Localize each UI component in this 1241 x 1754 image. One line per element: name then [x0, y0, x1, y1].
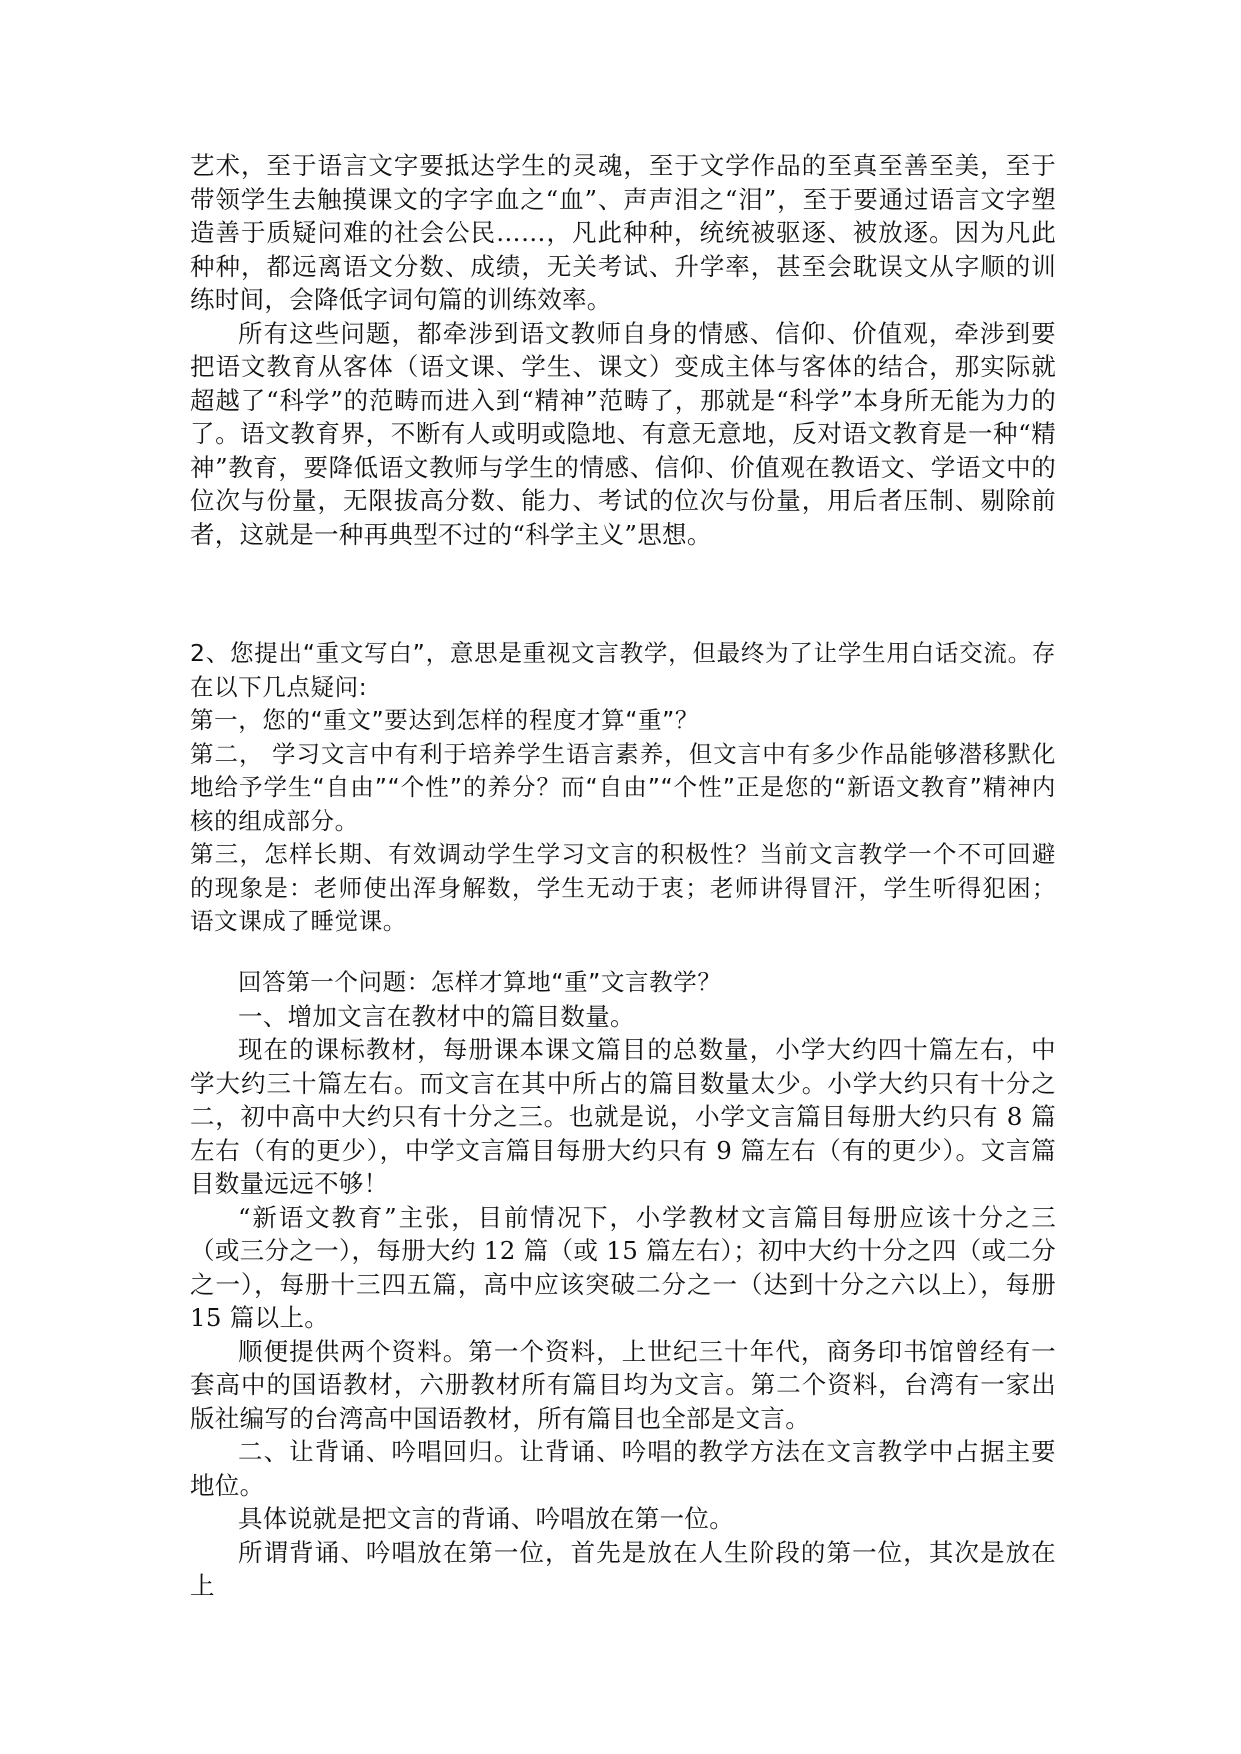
question-point-3: 第三，怎样长期、有效调动学生学习文言的积极性？当前文言教学一个不可回避的现象是：老师使出浑身解数，学生无动于衷；老师讲得冒汗，学生听得犯困；语文课成了睡觉课。 — [190, 840, 1056, 935]
answer-subheading-2: 二、让背诵、吟唱回归。让背诵、吟唱的教学方法在文言教学中占据主要地位。 — [190, 1437, 1056, 1500]
question-point-1: 第一，您的“重文”要达到怎样的程度才算“重”？ — [190, 706, 699, 734]
question-section — [190, 637, 1056, 939]
body-paragraph: 顺便提供两个资料。第一个资料，上世纪三十年代，商务印书馆曾经有一套高中的国语教材，六册教材所有篇目均为文言。第二个资料，台湾有一家出版社编写的台湾高中国语教材，所有篇目也全部是文言。 — [190, 1336, 1056, 1433]
answer-subheading-1: 一、增加文言在教材中的篇目数量。 — [238, 1001, 635, 1031]
continued-section — [190, 149, 1056, 551]
answer-heading: 回答第一个问题：怎样才算地“重”文言教学？ — [238, 968, 722, 996]
answer-section — [190, 966, 1056, 1603]
question-point-2: 第二， 学习文言中有利于培养学生语言素养，但文言中有多少作品能够潜移默化地给予学生“自由”“个性”的养分？而“自由”“个性”正是您的“新语文教育”精神内核的组成部分。 — [190, 739, 1056, 835]
body-paragraph: 现在的课标教材，每册课本课文篇目的总数量，小学大约四十篇左右，中学大约三十篇左右。而文言在其中所占的篇目数量太少。小学大约只有十分之二，初中高中大约只有十分之三。也就是说，小学文言篇目每册大约只有 8 篇左右（有的更少），中学文言篇目每册大约只有 9 篇左右（有的更少）。文言篇目数量远远不够！ — [190, 1035, 1056, 1198]
body-paragraph: 所谓背诵、吟唱放在第一位，首先是放在人生阶段的第一位，其次是放在上 — [190, 1537, 1056, 1600]
body-paragraph: “新语文教育”主张，目前情况下，小学教材文言篇目每册应该十分之三（或三分之一），每册大约 12 篇（或 15 篇左右）；初中大约十分之四（或二分之一），每册十三四五篇，高中应该突破二分之一（达到十分之六以上），每册 15 篇以上。 — [190, 1202, 1056, 1332]
body-paragraph: 所有这些问题，都牵涉到语文教师自身的情感、信仰、价值观，牵涉到要把语文教育从客体（语文课、学生、课文）变成主体与客体的结合，那实际就超越了“科学”的范畴而进入到“精神”范畴了，那就是“科学”本身所无能为力的了。语文教育界，不断有人或明或隐地、有意无意地，反对语文教育是一种“精神”教育，要降低语文教师与学生的情感、信仰、价值观在教语文、学语文中的位次与份量，无限拔高分数、能力、考试的位次与份量，用后者压制、剔除前者，这就是一种再典型不过的“科学主义”思想。 — [190, 318, 1056, 549]
body-paragraph: 具体说就是把文言的背诵、吟唱放在第一位。 — [238, 1504, 734, 1533]
body-paragraph: 艺术，至于语言文字要抵达学生的灵魂，至于文学作品的至真至善至美，至于带领学生去触摸课文的字字血之“血”、声声泪之“泪”，至于要通过语言文字塑造善于质疑问难的社会公民……，凡此种种，统统被驱逐、被放逐。因为凡此种种，都远离语文分数、成绩，无关考试、升学率，甚至会耽误文从字顺的训练时间，会降低字词句篇的训练效率。 — [190, 151, 1056, 314]
question-intro: 2、您提出“重文写白”，意思是重视文言教学，但最终为了让学生用白话交流。存在以下几点疑问: — [190, 639, 1056, 701]
